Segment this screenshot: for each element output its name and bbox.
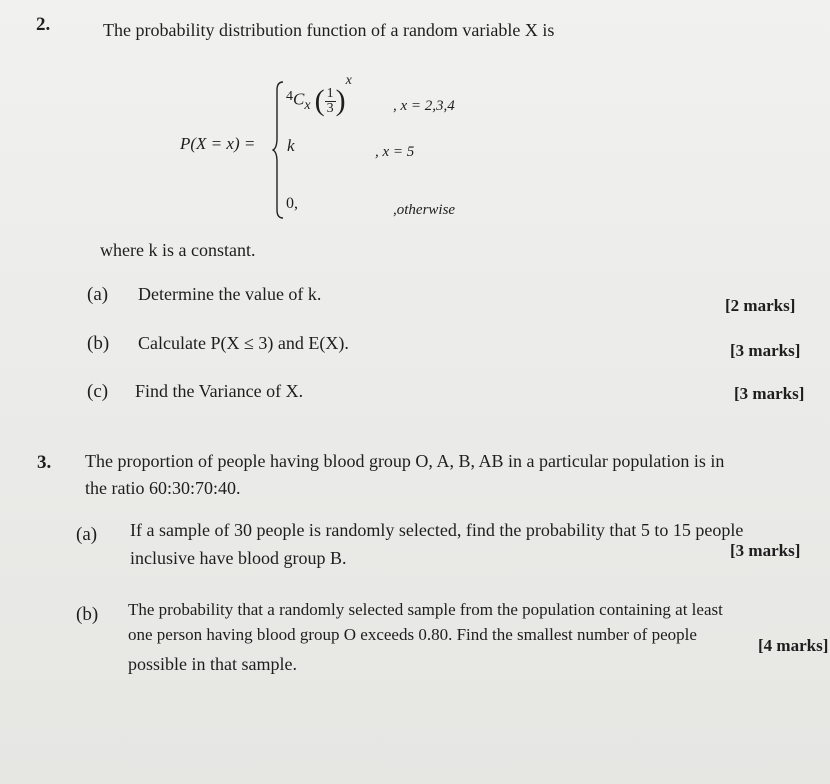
pmf-case1-expr: $^4C_x$ ( $\frac{1}{3}$ )$^x$ — [286, 73, 352, 117]
pmf-case2-expr: k — [287, 136, 295, 155]
question-2-intro: The probability distribution function of a random variable X is — [103, 20, 555, 40]
question-3-number: 3. — [37, 452, 52, 473]
question-2-where: where k is a constant. — [100, 240, 256, 260]
question-3-line2: the ratio 60:30:70:40. — [85, 478, 241, 498]
pmf-case1-pre: 4 — [286, 89, 293, 105]
pmf-lhs: P(X = x) = — [180, 134, 256, 153]
question-2-number: 2. — [36, 14, 51, 35]
q3-part-b-line3: possible in that sample. — [128, 654, 297, 674]
pmf-case3-expr: 0, — [286, 195, 298, 212]
q2-part-a-text: Determine the value of k. — [138, 284, 322, 304]
pmf-case1-power: x — [345, 73, 352, 89]
fraction-denominator: 3 — [326, 100, 334, 116]
q2-part-c-text: Find the Variance of X. — [135, 381, 304, 401]
pmf-case1-sub: x — [304, 97, 311, 113]
q2-part-a-marks: [2 marks] — [725, 296, 796, 315]
pmf-case1-c: C — [293, 89, 305, 109]
q3-part-b-line2: one person having blood group O exceeds 0.80. Find the smallest number of people — [128, 625, 697, 644]
q3-part-b-line1: The probability that a randomly selected sample from the population containing at least — [128, 600, 723, 619]
pmf-case1-fraction — [325, 87, 336, 116]
pmf-case2-cond: , x = 5 — [375, 144, 415, 160]
q2-part-b-text: Calculate P(X ≤ 3) and E(X). — [138, 333, 349, 353]
pmf-case3-cond: ,otherwise — [393, 202, 456, 218]
q2-part-c-marks: [3 marks] — [734, 384, 805, 403]
q3-part-a-line1: If a sample of 30 people is randomly selected, find the probability that 5 to 15 people — [130, 520, 744, 540]
q2-part-a-label: (a) — [87, 284, 109, 305]
q3-part-b-marks: [4 marks] — [758, 636, 829, 655]
fraction-numerator: 1 — [326, 85, 334, 101]
question-3-line1: The proportion of people having blood group O, A, B, AB in a particular population is in — [85, 451, 725, 471]
pmf-case1-cond: , x = 2,3,4 — [393, 98, 455, 114]
q3-part-a-label: (a) — [76, 524, 98, 545]
q2-part-b-label: (b) — [87, 333, 110, 354]
q2-part-c-label: (c) — [87, 381, 109, 402]
q3-part-b-label: (b) — [76, 604, 99, 625]
q3-part-a-line2: inclusive have blood group B. — [130, 548, 347, 568]
left-brace — [272, 80, 284, 220]
q2-part-b-marks: [3 marks] — [730, 341, 801, 360]
q3-part-a-marks: [3 marks] — [730, 541, 801, 560]
